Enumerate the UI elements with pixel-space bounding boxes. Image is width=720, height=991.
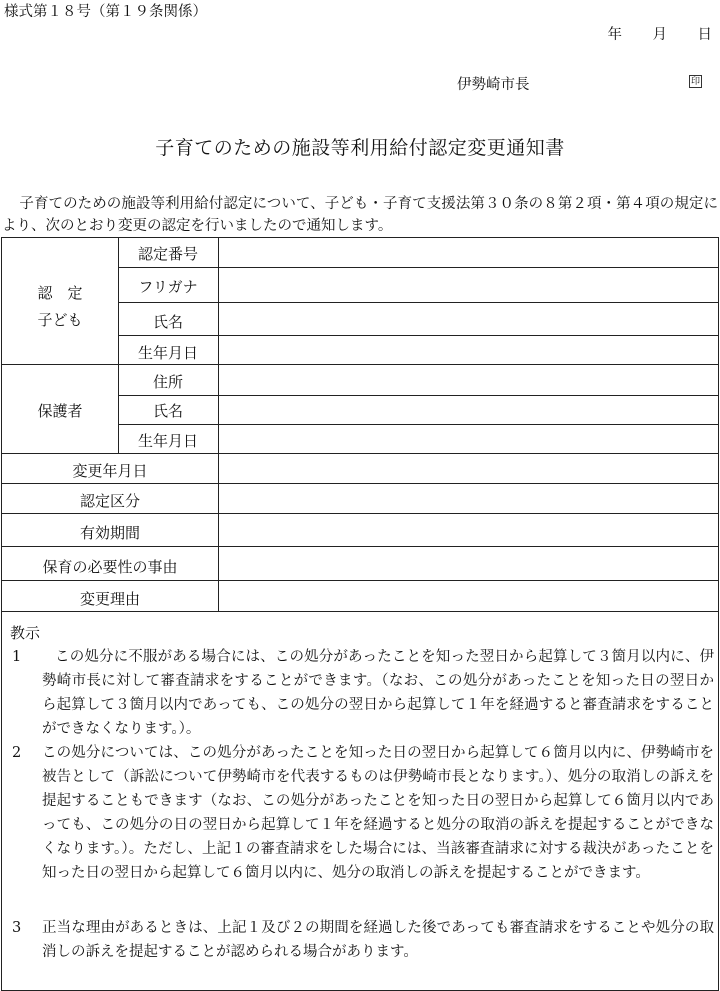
divider: [118, 335, 718, 336]
divider: [118, 267, 718, 268]
divider: [2, 513, 718, 514]
notice-item-number: 3: [12, 920, 22, 936]
divider: [2, 546, 718, 547]
issuer-name: 伊勢崎市長: [457, 77, 530, 93]
row-label-child-birthdate: 生年月日: [137, 344, 198, 362]
divider: [118, 302, 718, 303]
notice-item-2: [12, 741, 714, 885]
notice-item-text: この処分については、この処分があったことを知った日の翌日から起算して６箇月以内に、伊勢崎市を被告として（訴訟について伊勢崎市を代表するものは伊勢崎市長となります。）、処分の取消しの訴えを提起することもできます（なお、この処分があったことを知った日の翌日から起算して６箇月以内であっても、この処分の日の翌日から起算して１年を経過すると処分の取消の訴えを提起することができなくなります。）。ただし、上記１の審査請求をした場合には、当該審査請求に対する裁決があったことを知った日の翌日から起算して６箇月以内に、処分の取消しの訴えを提起することができます。: [42, 745, 714, 881]
group-label-child: [2, 280, 118, 334]
date-year: 年: [607, 27, 622, 43]
row-label-change-date: 変更年月日: [72, 462, 148, 480]
divider: [118, 424, 718, 425]
row-label-furigana: フリガナ: [138, 278, 198, 296]
form-number: 様式第１８号（第１９条関係）: [4, 4, 207, 20]
row-label-validity-period: 有効期間: [79, 524, 140, 542]
divider: [2, 611, 718, 612]
row-label-cert-number: 認定番号: [137, 245, 198, 263]
intro-paragraph: 子育てのための施設等利用給付認定について、子ども・子育て支援法第３０条の８第２項・第４項の規定により、次のとおり変更の認定を行いましたので通知します。: [2, 196, 718, 234]
divider: [2, 364, 718, 365]
notice-item-3: [12, 916, 714, 964]
group-label-child-line2: 子ども: [37, 311, 83, 329]
group-label-child-line1: 認 定: [37, 284, 83, 302]
notice-item-text: 正当な理由があるときは、上記１及び２の期間を経過した後であっても審査請求をすることや処分の取消しの訴えを提起することが認められる場合があります。: [42, 920, 714, 960]
row-label-guardian-name: 氏名: [152, 402, 183, 420]
row-label-childcare-reason: 保育の必要性の事由: [42, 558, 178, 576]
row-label-child-name: 氏名: [152, 313, 183, 331]
divider: [2, 580, 718, 581]
row-label-cert-category: 認定区分: [79, 492, 140, 510]
date-month: 月: [652, 27, 667, 43]
divider: [2, 453, 718, 454]
divider: [2, 483, 718, 484]
date-day: 日: [697, 27, 712, 43]
group-label-guardian: 保護者: [37, 402, 83, 420]
document-title: 子育てのための施設等利用給付認定変更通知書: [155, 137, 565, 159]
row-label-address: 住所: [152, 373, 183, 391]
notice-item-number: 1: [12, 649, 22, 665]
notice-item-text: この処分に不服がある場合には、この処分があったことを知った翌日から起算して３箇月以内に、伊勢崎市長に対して審査請求をすることができます。（なお、この処分があったことを知った日の翌日から起算して３箇月以内であっても、この処分の翌日から起算して１年を経過すると審査請求をすることができなくなります。）。: [42, 649, 714, 737]
notice-title: 教示: [10, 624, 41, 642]
row-label-change-reason: 変更理由: [79, 590, 140, 608]
notice-item-number: 2: [12, 745, 22, 761]
row-label-guardian-birthdate: 生年月日: [137, 432, 198, 450]
notice-item-1: [12, 645, 714, 741]
date-line: [574, 23, 712, 44]
divider: [118, 395, 718, 396]
seal-mark: 印: [690, 77, 700, 87]
